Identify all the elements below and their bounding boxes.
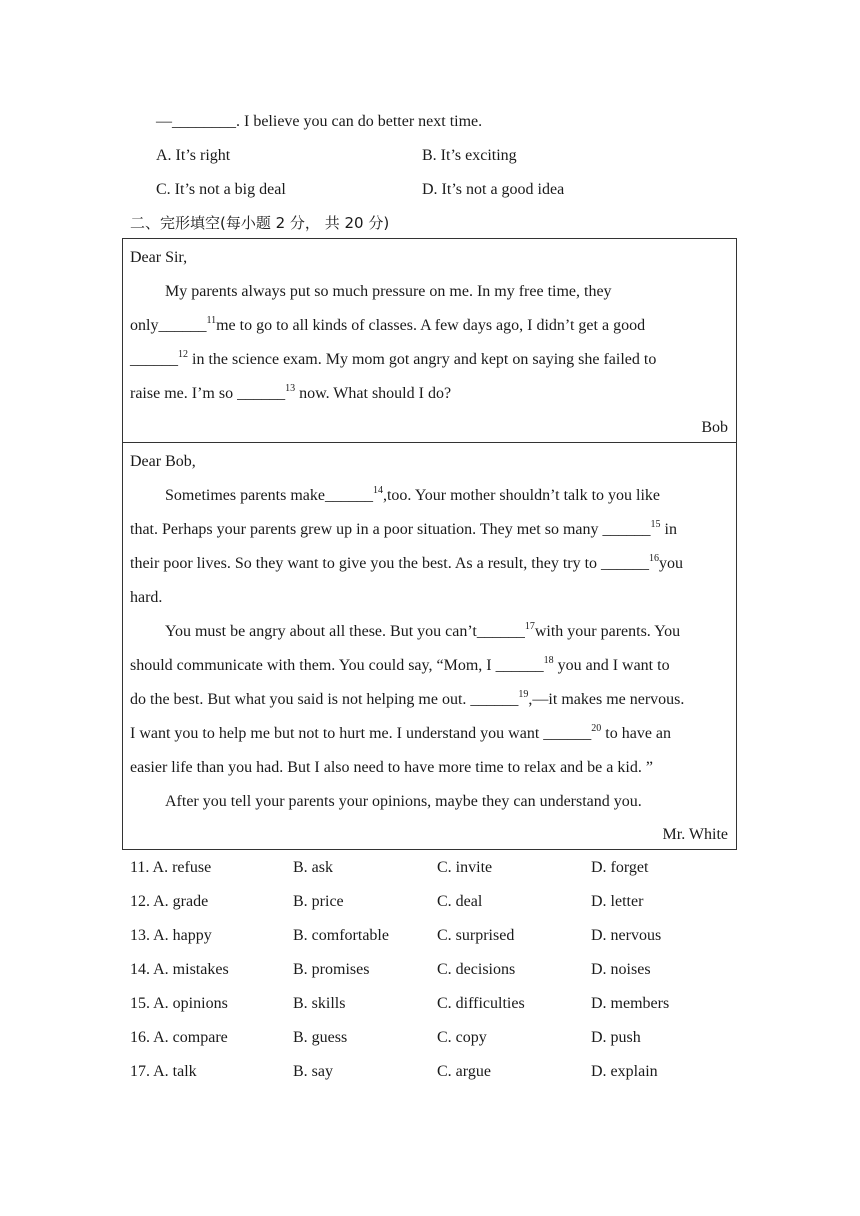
- option-17-c: C. argue: [437, 1063, 491, 1080]
- option-14-a: 14. A. mistakes: [130, 961, 229, 978]
- line-text: now. What should I do?: [295, 385, 452, 402]
- line-text: me to go to all kinds of classes. A few days ago, I didn’t get a good: [216, 317, 646, 334]
- option-13-a: 13. A. happy: [130, 927, 212, 944]
- option-11-b: B. ask: [293, 859, 333, 876]
- option-14-b: B. promises: [293, 961, 370, 978]
- letter-line: [165, 486, 660, 506]
- line-text: their poor lives. So they want to give you the best. As a result, they try to ______: [130, 555, 650, 572]
- blank-number: 20: [591, 723, 602, 734]
- line-text: ,too. Your mother shouldn’t talk to you like: [382, 487, 661, 504]
- option-16-c: C. copy: [437, 1029, 487, 1046]
- letter-box-bob: [122, 238, 737, 443]
- blank-number: 16: [649, 553, 660, 564]
- option-12-d: D. letter: [591, 893, 644, 910]
- letter-line: [130, 656, 670, 676]
- option-16-a: 16. A. compare: [130, 1029, 228, 1046]
- option-15-d: D. members: [591, 995, 670, 1012]
- option-14-d: D. noises: [591, 961, 651, 978]
- line-text: that. Perhaps your parents grew up in a poor situation. They met so many ______: [130, 521, 651, 538]
- letter-line: After you tell your parents your opinions, maybe they can understand you.: [165, 793, 642, 810]
- blank-number: 12: [178, 349, 188, 360]
- letter-signature: Bob: [701, 419, 728, 436]
- line-text: You must be angry about all these. But you can’t______: [165, 623, 525, 640]
- option-17-b: B. say: [293, 1063, 333, 1080]
- line-text: you and I want to: [553, 657, 670, 674]
- section-heading: 二、完形填空(每小题 2 分， 共 20 分): [130, 214, 390, 232]
- option-16-d: D. push: [591, 1029, 641, 1046]
- option-11-d: D. forget: [591, 859, 649, 876]
- line-text: ______: [130, 351, 178, 368]
- option-12-a: 12. A. grade: [130, 893, 209, 910]
- option-13-c: C. surprised: [437, 927, 515, 944]
- letter-line: [130, 690, 684, 710]
- letter-line: [130, 520, 677, 540]
- option-d: D. It’s not a good idea: [422, 181, 565, 198]
- blank-number: 18: [543, 655, 554, 666]
- option-a: A. It’s right: [156, 147, 231, 164]
- line-text: I want you to help me but not to hurt me. I understand you want ______: [130, 725, 592, 742]
- line-text: with your parents. You: [534, 623, 681, 640]
- line-text: in: [660, 521, 677, 538]
- line-text: you: [659, 555, 684, 572]
- blank-number: 17: [524, 621, 535, 632]
- letter-line: [130, 316, 645, 336]
- letter-greeting: Dear Sir,: [130, 249, 188, 266]
- blank-number: 13: [285, 383, 296, 394]
- letter-line: hard.: [130, 589, 163, 606]
- blank-number: 19: [518, 689, 529, 700]
- letter-line: [130, 724, 671, 744]
- option-12-c: C. deal: [437, 893, 483, 910]
- letter-line: [130, 554, 683, 574]
- line-text: do the best. But what you said is not helping me out. ______: [130, 691, 519, 708]
- line-text: ,—it makes me nervous.: [528, 691, 685, 708]
- option-13-d: D. nervous: [591, 927, 662, 944]
- option-17-d: D. explain: [591, 1063, 658, 1080]
- question-prompt: —________. I believe you can do better next time.: [156, 113, 483, 130]
- option-11-c: C. invite: [437, 859, 493, 876]
- letter-signature: Mr. White: [662, 826, 728, 843]
- option-14-c: C. decisions: [437, 961, 516, 978]
- option-16-b: B. guess: [293, 1029, 348, 1046]
- option-11-a: 11. A. refuse: [130, 859, 212, 876]
- line-text: Sometimes parents make______: [165, 487, 373, 504]
- blank-number: 11: [206, 315, 217, 326]
- line-text: to have an: [601, 725, 672, 742]
- letter-line: [165, 622, 680, 642]
- option-15-a: 15. A. opinions: [130, 995, 228, 1012]
- line-text: only______: [130, 317, 207, 334]
- letter-line: easier life than you had. But I also need to have more time to relax and be a kid. ”: [130, 759, 653, 776]
- line-text: raise me. I’m so ______: [130, 385, 286, 402]
- letter-line: [130, 384, 451, 404]
- letter-box-white: [122, 442, 737, 850]
- blank-number: 14: [372, 485, 383, 496]
- option-b: B. It’s exciting: [422, 147, 517, 164]
- option-17-a: 17. A. talk: [130, 1063, 197, 1080]
- option-12-b: B. price: [293, 893, 344, 910]
- letter-line: [130, 350, 656, 370]
- blank-number: 15: [650, 519, 661, 530]
- line-text: in the science exam. My mom got angry and kept on saying she failed to: [188, 351, 657, 368]
- option-15-c: C. difficulties: [437, 995, 525, 1012]
- line-text: should communicate with them. You could say, “Mom, I ______: [130, 657, 544, 674]
- letter-greeting: Dear Bob,: [130, 453, 196, 470]
- letter-line: My parents always put so much pressure on me. In my free time, they: [165, 283, 612, 300]
- option-13-b: B. comfortable: [293, 927, 389, 944]
- option-15-b: B. skills: [293, 995, 346, 1012]
- option-c: C. It’s not a big deal: [156, 181, 286, 198]
